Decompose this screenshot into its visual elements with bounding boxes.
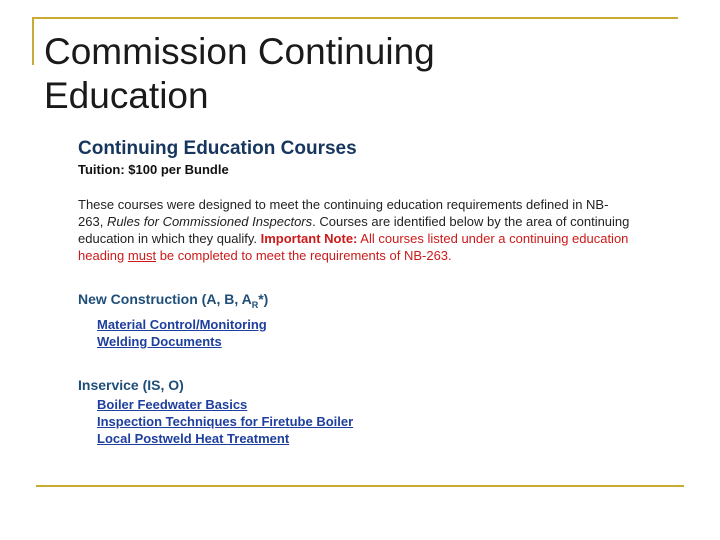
course-link-boiler-feedwater[interactable]: Boiler Feedwater Basics: [97, 396, 248, 412]
course-link-material-control[interactable]: Material Control/Monitoring: [97, 316, 267, 332]
course-link-local-postweld[interactable]: Local Postweld Heat Treatment: [97, 430, 290, 446]
new-construction-heading-main: New Construction (A, B, A: [78, 291, 252, 307]
frame-top-rule: [32, 17, 678, 19]
important-note-text-1: All courses listed under a continuing education heading: [78, 231, 629, 263]
course-description: [78, 196, 633, 264]
description-text-2: . Courses are identified below by the area of continuing education in which they qualify.: [78, 214, 630, 246]
frame-left-rule: [32, 17, 34, 65]
new-construction-course-list: [97, 316, 638, 350]
list-item: [97, 413, 638, 430]
list-item: [97, 430, 638, 447]
new-construction-heading-end: *): [258, 291, 269, 307]
new-construction-heading-sub: R: [251, 299, 259, 310]
tuition-text: Tuition: $100 per Bundle: [78, 162, 229, 177]
list-item: [97, 316, 638, 333]
new-construction-heading: [78, 290, 638, 314]
list-item: [97, 396, 638, 413]
description-text-1: These courses were designed to meet the continuing education requirements defined in NB-263,: [78, 197, 609, 229]
list-item: [97, 333, 638, 350]
inservice-heading: Inservice (IS, O): [78, 376, 184, 393]
course-link-welding-documents[interactable]: Welding Documents: [97, 333, 222, 349]
important-note-label: Important Note:: [260, 231, 358, 246]
frame-bottom-rule: [36, 485, 684, 487]
important-note-must: must: [127, 248, 157, 263]
description-rules-title: Rules for Commissioned Inspectors: [106, 214, 313, 229]
slide-title: Commission Continuing Education: [44, 31, 435, 116]
courses-heading: Continuing Education Courses: [78, 138, 357, 159]
inservice-course-list: [97, 396, 638, 447]
course-content: [78, 138, 638, 447]
important-note-text-2: be completed to meet the requirements of NB-263.: [159, 248, 452, 263]
course-link-inspection-techniques[interactable]: Inspection Techniques for Firetube Boiler: [97, 413, 354, 429]
